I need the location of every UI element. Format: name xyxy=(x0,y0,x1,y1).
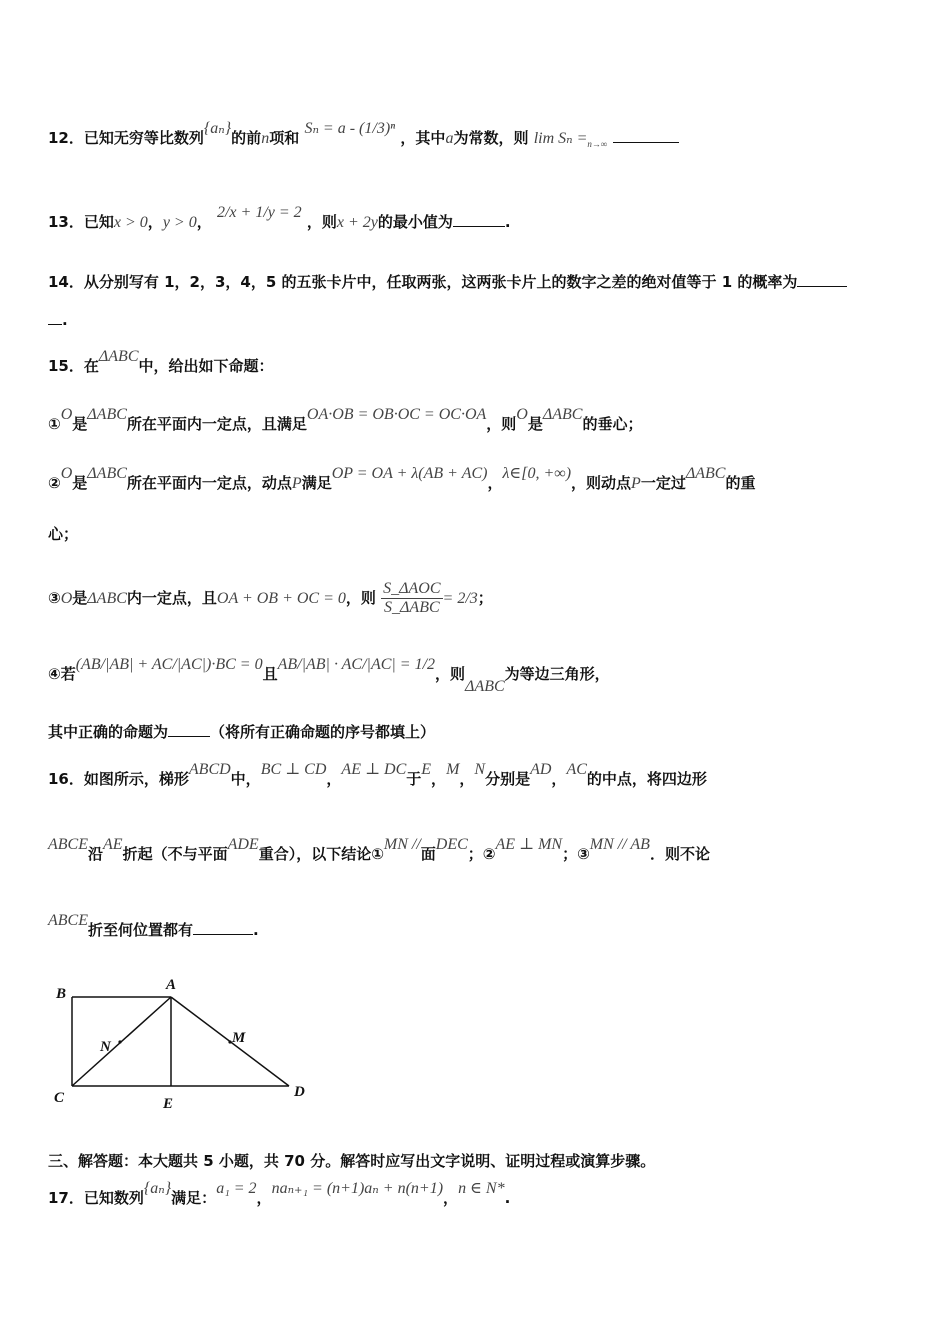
label-M: M xyxy=(232,1030,246,1046)
label-E: E xyxy=(163,1096,174,1112)
label-D: D xyxy=(294,1084,305,1100)
proposition-2-cont: 心； xyxy=(48,525,79,543)
limit-expression: $\lim S_n =_{n\to\infty}$ xyxy=(533,130,608,150)
label-B: B xyxy=(56,986,67,1002)
question-15: 15．在ΔABC中，给出如下命题： xyxy=(48,348,274,375)
question-16-line2: ABCE沿AE折起（不与平面ADE重合），以下结论①MN //面DEC；②AE ⊥ MN；③MN // AB．则不论 xyxy=(48,836,710,863)
label-N: N xyxy=(100,1039,111,1055)
answer-blank xyxy=(613,142,679,143)
sequence-notation: {aₙ} xyxy=(203,120,232,137)
proposition-4: ④若(AB/|AB| + AC/|AC|)·BC = 0且AB/|AB| · AC/|AC| = 1/2，则ΔABC为等边三角形， xyxy=(48,656,610,695)
area-ratio: $\frac{\text{S\_ΔAOC}}{\text{S\_ΔABC}}$ xyxy=(383,580,441,616)
point-N xyxy=(118,1040,121,1043)
question-14-cont: . xyxy=(48,310,68,330)
question-14: 14．从分别写有 1，2，3，4，5 的五张卡片中，任取两张，这两张卡片上的数字之差的绝对值等于 1 的概率为 xyxy=(48,272,847,292)
sum-formula: Sₙ = a - (1/3)ⁿ xyxy=(304,120,396,137)
label-A: A xyxy=(166,977,177,993)
answer-blank xyxy=(168,736,210,737)
proposition-3: ③O是ΔABC内一定点，且OA + OB + OC = 0，则 $\frac{\text{S\_ΔAOC}}{\text{S\_ΔABC}}$ = 2/3； xyxy=(48,580,493,616)
question-13: 13．已知x > 0，y > 0， 2/x + 1/y = 2 ，则x + 2y的最小值为 . xyxy=(48,204,511,231)
answer-blank xyxy=(193,934,253,935)
section-3-heading: 三、解答题：本大题共 5 小题，共 70 分。解答时应写出文字说明、证明过程或演算步骤。 xyxy=(48,1152,656,1170)
question-17: 17．已知数列{aₙ}满足：a₁ = 2，naₙ₊₁ = (n+1)aₙ + n(n+1)，n ∈ N*. xyxy=(48,1180,511,1207)
question-16: 16．如图所示，梯形ABCD中，BC ⊥ CD，AE ⊥ DC于E，M，N分别是AD，AC的中点，将四边形 xyxy=(48,761,707,788)
trapezoid-figure xyxy=(44,968,324,1118)
answer-blank xyxy=(797,286,847,287)
answer-blank xyxy=(453,226,505,227)
constraint-equation: 2/x + 1/y = 2 xyxy=(216,204,302,221)
label-C: C xyxy=(54,1090,65,1106)
proposition-1: ①O是ΔABC所在平面内一定点，且满足OA·OB = OB·OC = OC·OA，则O是ΔABC的垂心； xyxy=(48,406,643,433)
proposition-2: ②O是ΔABC所在平面内一定点，动点P满足OP = OA + λ(AB + AC)，λ∈[0, +∞)，则动点P一定过ΔABC的重 xyxy=(48,465,756,492)
question-12: 12．已知无穷等比数列{aₙ}的前n项和 Sₙ = a - (1/3)ⁿ ，其中a为常数，则 $\lim S_n =_{n\to\infty}$ xyxy=(48,128,679,154)
question-16-line3: ABCE折至何位置都有 . xyxy=(48,912,259,939)
question-15-answer: 其中正确的命题为 （将所有正确命题的序号都填上） xyxy=(48,723,436,741)
